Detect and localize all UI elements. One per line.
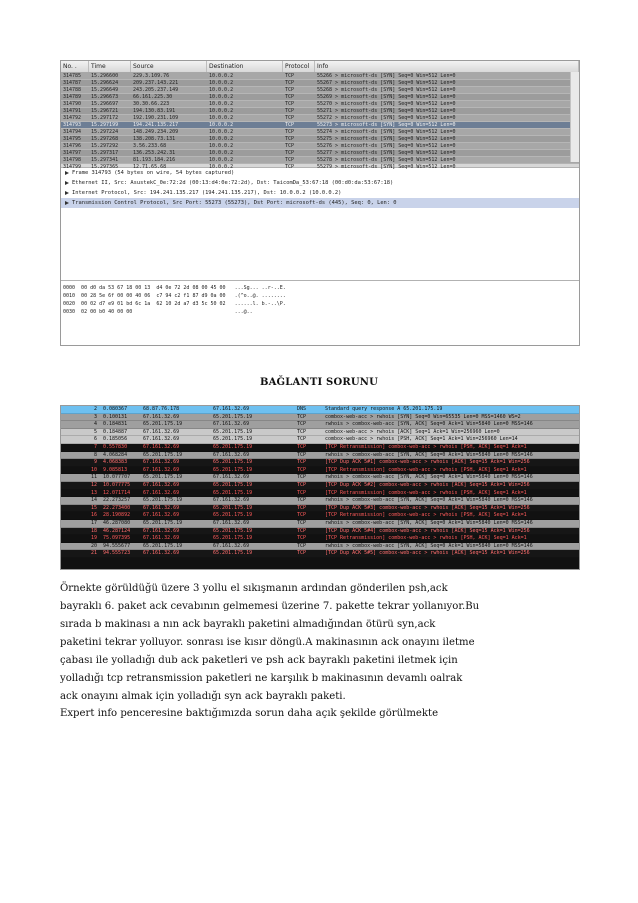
cell-protocol: TCP: [285, 108, 295, 114]
packet-row[interactable]: [61, 414, 579, 422]
hex-dump-line: 0010 00 28 5e 6f 00 00 40 06 c7 94 c2 f1 87 d9 0a 00 .(^o..@. ........: [63, 293, 286, 299]
cell-source: 67.161.32.69: [143, 527, 180, 534]
cell-time: 4.068383: [103, 459, 128, 466]
cell-info: 55276 > microsoft-ds [SYN] Seq=0 Win=512 Len=0: [317, 143, 456, 149]
cell-protocol: TCP: [285, 143, 295, 149]
cell-source: 243.205.237.149: [133, 87, 179, 93]
cell-info: [TCP Retransmission] combox-web-acc > rwhois [PSH, ACK] Seq=1 Ack=1: [325, 443, 527, 450]
cell-protocol: TCP: [285, 115, 295, 121]
packet-row[interactable]: [61, 406, 579, 414]
cell-time: 15.296600: [91, 73, 119, 79]
col-destination[interactable]: Destination: [207, 61, 283, 72]
cell-destination: 10.0.0.2: [209, 122, 234, 128]
cell-protocol: TCP: [297, 512, 307, 519]
hex-dump-line: 0020 00 02 d7 e9 01 bd 6c 1a 62 10 2d a7 d3 5c 50 02 ......l. b.-..\P.: [63, 301, 286, 307]
cell-protocol: TCP: [285, 87, 295, 93]
cell-info: [TCP Dup ACK 5#1] combox-web-acc > rwhois [ACK] Seq=15 Ack=1 Win=256: [325, 459, 530, 466]
col-time[interactable]: Time: [89, 61, 131, 72]
cell-destination: 65.201.175.19: [213, 550, 253, 557]
cell-no: 314795: [63, 136, 82, 142]
cell-protocol: TCP: [297, 443, 307, 450]
packet-row[interactable]: [61, 543, 579, 551]
detail-text: Internet Protocol, Src: 194.241.135.217 (194.241.135.217), Dst: 10.0.0.2 (10.0.0.2): [72, 190, 342, 196]
cell-no: 314794: [63, 129, 82, 135]
cell-source: 67.161.32.69: [143, 489, 180, 496]
cell-destination: 10.0.0.2: [209, 108, 234, 114]
cell-destination: 67.161.32.69: [213, 451, 250, 458]
cell-protocol: TCP: [297, 428, 307, 435]
packet-row[interactable]: [61, 520, 579, 528]
packet-row[interactable]: [61, 452, 579, 460]
cell-time: 10.077775: [103, 481, 131, 488]
cell-info: [TCP Retransmission] combox-web-acc > rwhois [PSH, ACK] Seq=1 Ack=1: [325, 466, 527, 473]
cell-no: 9: [93, 459, 97, 466]
cell-time: 94.555723: [103, 550, 131, 557]
cell-source: 67.161.32.69: [143, 459, 180, 466]
cell-destination: 10.0.0.2: [209, 115, 234, 121]
cell-destination: 65.201.175.19: [213, 436, 253, 443]
packet-list: [61, 73, 579, 170]
cell-source: 66.161.225.30: [133, 94, 173, 100]
cell-destination: 67.161.32.69: [213, 497, 250, 504]
cell-no: 11: [90, 474, 97, 481]
capture-screenshot-1: [60, 60, 580, 346]
cell-source: 138.208.73.131: [133, 136, 176, 142]
cell-time: 15.296624: [91, 80, 119, 86]
packet-row[interactable]: [61, 436, 579, 444]
packet-row[interactable]: [61, 482, 579, 490]
packet-row[interactable]: [61, 143, 579, 150]
cell-destination: 67.161.32.69: [213, 406, 250, 412]
cell-time: 9.085813: [103, 466, 128, 473]
cell-info: [TCP Retransmission] combox-web-acc > rwhois [PSH, ACK] Seq=1 Ack=1: [325, 512, 527, 519]
cell-info: 55278 > microsoft-ds [SYN] Seq=0 Win=512 Len=0: [317, 157, 456, 163]
cell-destination: 67.161.32.69: [213, 421, 250, 428]
packet-list-scrollbar[interactable]: [570, 72, 579, 162]
cell-time: 0.080367: [103, 406, 128, 412]
cell-destination: 10.0.0.2: [209, 164, 234, 170]
expand-arrow-icon[interactable]: [65, 201, 69, 205]
cell-source: 12.71.65.68: [133, 164, 167, 170]
cell-time: 0.184887: [103, 428, 128, 435]
cell-no: 8: [93, 451, 97, 458]
cell-info: 55277 > microsoft-ds [SYN] Seq=0 Win=512 Len=0: [317, 150, 456, 156]
cell-info: 55271 > microsoft-ds [SYN] Seq=0 Win=512 Len=0: [317, 108, 456, 114]
cell-info: [TCP Dup ACK 5#3] combox-web-acc > rwhois [ACK] Seq=15 Ack=1 Win=256: [325, 504, 530, 511]
cell-protocol: TCP: [297, 504, 307, 511]
cell-destination: 65.201.175.19: [213, 504, 253, 511]
cell-time: 46.287124: [103, 527, 131, 534]
cell-no: 314797: [63, 150, 82, 156]
cell-no: 314799: [63, 164, 82, 170]
cell-destination: 10.0.0.2: [209, 87, 234, 93]
cell-time: 15.297317: [91, 150, 119, 156]
cell-info: [TCP Dup ACK 5#2] combox-web-acc > rwhois [ACK] Seq=15 Ack=1 Win=256: [325, 481, 530, 488]
cell-destination: 65.201.175.19: [213, 512, 253, 519]
cell-destination: 67.161.32.69: [213, 519, 250, 526]
cell-source: 67.161.32.69: [143, 512, 180, 519]
cell-source: 136.253.242.31: [133, 150, 176, 156]
packet-row[interactable]: [61, 528, 579, 536]
packet-row[interactable]: [61, 474, 579, 482]
packet-row[interactable]: [61, 512, 579, 520]
cell-no: 314791: [63, 108, 82, 114]
cell-no: 14: [90, 497, 97, 504]
cell-time: 75.097395: [103, 535, 131, 542]
cell-no: 2: [93, 406, 97, 412]
cell-destination: 10.0.0.2: [209, 94, 234, 100]
cell-time: 15.296721: [91, 108, 119, 114]
packet-row[interactable]: [61, 429, 579, 437]
cell-protocol: TCP: [285, 150, 295, 156]
cell-destination: 65.201.175.19: [213, 466, 253, 473]
cell-no: 21: [90, 550, 97, 557]
cell-source: 67.161.32.69: [143, 413, 180, 420]
explanation-paragraph: Örnekte görüldüğü üzere 3 yollu el sıkışmanın ardından gönderilen psh,ack bayraklı 6. paket ack cevabının gelmemesi üzerine 7. pakette tekrar yollanıyor.Bu sırada b makinası a nın ack bayraklı paketini almadığından ötürü syn,ack paketini tekrar yolluyor. sonrası ise kısır döngü.A makinasının ack onayını iletme çabası ile yolladığı dub ack paketleri ve psh ack bayraklı paketini iletmek için yolladığı tcp retransmission paketleri ne karşılık b makinasının devamlı oalrak ack onayını almak için yolladığı syn ack bayraklı paketi.: [60, 583, 480, 702]
cell-source: 148.249.234.209: [133, 129, 179, 135]
packet-row[interactable]: [61, 421, 579, 429]
cell-time: 15.297365: [91, 164, 119, 170]
cell-info: rwhois > combox-web-acc [SYN, ACK] Seq=0 Ack=1 Win=5840 Len=0 MSS=146: [325, 421, 533, 428]
cell-info: [TCP Retransmission] combox-web-acc > rwhois [PSH, ACK] Seq=1 Ack=1: [325, 489, 527, 496]
cell-time: 0.184831: [103, 421, 128, 428]
cell-destination: 65.201.175.19: [213, 459, 253, 466]
cell-time: 0.100131: [103, 413, 128, 420]
cell-protocol: TCP: [297, 489, 307, 496]
cell-info: [TCP Retransmission] combox-web-acc > rwhois [PSH, ACK] Seq=1 Ack=1: [325, 535, 527, 542]
cell-protocol: TCP: [285, 157, 295, 163]
packet-row[interactable]: [61, 87, 579, 94]
cell-destination: 65.201.175.19: [213, 428, 253, 435]
cell-source: 65.201.175.19: [143, 497, 183, 504]
cell-destination: 65.201.175.19: [213, 527, 253, 534]
cell-protocol: TCP: [297, 481, 307, 488]
packet-row[interactable]: [61, 444, 579, 452]
cell-source: 65.201.175.19: [143, 542, 183, 549]
cell-source: 3.56.233.68: [133, 143, 167, 149]
cell-protocol: TCP: [297, 542, 307, 549]
cell-info: 55266 > microsoft-ds [SYN] Seq=0 Win=512 Len=0: [317, 73, 456, 79]
cell-info: Standard query response A 65.201.175.19: [325, 406, 443, 412]
cell-no: 3: [93, 413, 97, 420]
packet-row[interactable]: [61, 490, 579, 498]
packet-row[interactable]: [61, 467, 579, 475]
cell-time: 22.273400: [103, 504, 131, 511]
cell-protocol: TCP: [285, 129, 295, 135]
cell-source: 229.3.109.76: [133, 73, 170, 79]
cell-time: 4.068284: [103, 451, 128, 458]
cell-no: 19: [90, 535, 97, 542]
detail-tree-item[interactable]: [61, 178, 579, 188]
packet-row[interactable]: [61, 459, 579, 467]
cell-destination: 67.161.32.69: [213, 474, 250, 481]
cell-time: 15.297341: [91, 157, 119, 163]
cell-info: 55274 > microsoft-ds [SYN] Seq=0 Win=512 Len=0: [317, 129, 456, 135]
cell-info: [TCP Dup ACK 5#5] combox-web-acc > rwhois [ACK] Seq=15 Ack=1 Win=256: [325, 550, 530, 557]
cell-protocol: TCP: [285, 101, 295, 107]
packet-row[interactable]: [61, 94, 579, 101]
cell-info: 55270 > microsoft-ds [SYN] Seq=0 Win=512 Len=0: [317, 101, 456, 107]
cell-source: 67.161.32.69: [143, 535, 180, 542]
cell-time: 15.296673: [91, 94, 119, 100]
col-info[interactable]: Info: [315, 61, 579, 72]
cell-info: 55279 > microsoft-ds [SYN] Seq=0 Win=512 Len=0: [317, 164, 456, 170]
cell-time: 22.273257: [103, 497, 131, 504]
cell-info: 55267 > microsoft-ds [SYN] Seq=0 Win=512 Len=0: [317, 80, 456, 86]
cell-protocol: TCP: [297, 421, 307, 428]
packet-row[interactable]: [61, 115, 579, 122]
cell-protocol: TCP: [297, 527, 307, 534]
packet-row[interactable]: [61, 129, 579, 136]
cell-protocol: TCP: [285, 73, 295, 79]
cell-time: 0.557830: [103, 443, 128, 450]
cell-no: 314790: [63, 101, 82, 107]
cell-destination: 65.201.175.19: [213, 489, 253, 496]
cell-destination: 10.0.0.2: [209, 157, 234, 163]
packet-row[interactable]: [61, 157, 579, 164]
cell-destination: 65.201.175.19: [213, 535, 253, 542]
cell-no: 314793: [63, 122, 82, 128]
cell-no: 314796: [63, 143, 82, 149]
expand-arrow-icon[interactable]: [65, 191, 69, 195]
cell-info: rwhois > combox-web-acc [SYN, ACK] Seq=0 Ack=1 Win=5840 Len=0 MSS=146: [325, 497, 533, 504]
cell-no: 18: [90, 527, 97, 534]
cell-protocol: TCP: [297, 535, 307, 542]
cell-protocol: TCP: [297, 436, 307, 443]
cell-source: 65.201.175.19: [143, 451, 183, 458]
cell-no: 16: [90, 512, 97, 519]
cell-source: 67.161.32.69: [143, 481, 180, 488]
cell-source: 192.190.231.109: [133, 115, 179, 121]
cell-source: 30.30.66.223: [133, 101, 170, 107]
cell-protocol: TCP: [285, 94, 295, 100]
cell-time: 46.287080: [103, 519, 131, 526]
col-no[interactable]: No. .: [61, 61, 89, 72]
cell-destination: 10.0.0.2: [209, 101, 234, 107]
cell-destination: 65.201.175.19: [213, 443, 253, 450]
cell-no: 20: [90, 542, 97, 549]
expand-arrow-icon[interactable]: [65, 171, 69, 175]
cell-info: combox-web-acc > rwhois [ACK] Seq=1 Ack=1 Win=256960 Len=0: [325, 428, 500, 435]
cell-no: 7: [93, 443, 97, 450]
cell-no: 314785: [63, 73, 82, 79]
cell-source: 65.201.175.19: [143, 519, 183, 526]
cell-source: 67.161.32.69: [143, 436, 180, 443]
detail-text: Transmission Control Protocol, Src Port: 55273 (55273), Dst Port: microsoft-ds (445), Seq: 0, Len: 0: [72, 200, 397, 206]
packet-row[interactable]: [61, 497, 579, 505]
cell-protocol: TCP: [285, 136, 295, 142]
cell-no: 10: [90, 466, 97, 473]
cell-info: 55268 > microsoft-ds [SYN] Seq=0 Win=512 Len=0: [317, 87, 456, 93]
cell-destination: 10.0.0.2: [209, 80, 234, 86]
cell-time: 15.297292: [91, 143, 119, 149]
cell-time: 15.296697: [91, 101, 119, 107]
packet-bytes-pane: [61, 281, 579, 316]
cell-source: 65.201.175.19: [143, 421, 183, 428]
detail-text: Ethernet II, Src: AsustekC_0e:72:2d (00:13:d4:0e:72:2d), Dst: TaicomDa_53:67:18 (00:d0:da:53:67:18): [72, 180, 394, 186]
cell-destination: 10.0.0.2: [209, 143, 234, 149]
cell-destination: 10.0.0.2: [209, 73, 234, 79]
cell-protocol: TCP: [297, 466, 307, 473]
cell-info: combox-web-acc > rwhois [SYN] Seq=0 Win=65535 Len=0 MSS=1460 WS=2: [325, 413, 521, 420]
cell-no: 314787: [63, 80, 82, 86]
packet-row[interactable]: [61, 505, 579, 513]
cell-destination: 67.161.32.69: [213, 542, 250, 549]
cell-info: 55272 > microsoft-ds [SYN] Seq=0 Win=512 Len=0: [317, 115, 456, 121]
hex-dump-line: 0000 00 d0 da 53 67 18 00 13 d4 0e 72 2d 08 00 45 00 ...Sg... ..r-..E.: [63, 285, 286, 291]
cell-source: 65.201.175.19: [143, 474, 183, 481]
cell-destination: 65.201.175.19: [213, 413, 253, 420]
section-heading: BAĞLANTI SORUNU: [259, 377, 379, 388]
cell-info: combox-web-acc > rwhois [PSH, ACK] Seq=1 Ack=1 Win=256960 Len=14: [325, 436, 518, 443]
cell-no: 314798: [63, 157, 82, 163]
detail-tree-item[interactable]: [61, 188, 579, 198]
capture-screenshot-2: [60, 405, 580, 570]
cell-protocol: TCP: [297, 413, 307, 420]
cell-time: 0.185056: [103, 436, 128, 443]
detail-text: Frame 314793 (54 bytes on wire, 54 bytes captured): [72, 170, 235, 176]
packet-row[interactable]: [61, 80, 579, 87]
cell-source: 67.161.32.69: [143, 428, 180, 435]
detail-tree-item[interactable]: [61, 198, 579, 208]
cell-protocol: TCP: [297, 474, 307, 481]
cell-source: 194.130.83.191: [133, 108, 176, 114]
packet-details-pane: [61, 168, 579, 281]
cell-protocol: TCP: [297, 451, 307, 458]
cell-info: 55275 > microsoft-ds [SYN] Seq=0 Win=512 Len=0: [317, 136, 456, 142]
cell-time: 94.555677: [103, 542, 131, 549]
hex-dump-line: 0030 02 00 b0 40 00 00 ...@..: [63, 309, 253, 315]
packet-row[interactable]: [61, 136, 579, 143]
packet-row[interactable]: [61, 550, 579, 558]
cell-protocol: TCP: [285, 122, 295, 128]
cell-destination: 10.0.0.2: [209, 129, 234, 135]
expand-arrow-icon[interactable]: [65, 181, 69, 185]
cell-no: 4: [93, 421, 97, 428]
cell-source: 209.237.143.221: [133, 80, 179, 86]
packet-row[interactable]: [61, 122, 579, 129]
cell-no: 314789: [63, 94, 82, 100]
packet-row[interactable]: [61, 101, 579, 108]
cell-source: 67.161.32.69: [143, 443, 180, 450]
cell-no: 5: [93, 428, 97, 435]
cell-time: 12.071714: [103, 489, 131, 496]
cell-protocol: TCP: [285, 164, 295, 170]
cell-protocol: TCP: [285, 80, 295, 86]
cell-time: 15.297172: [91, 115, 119, 121]
cell-destination: 65.201.175.19: [213, 481, 253, 488]
cell-no: 13: [90, 489, 97, 496]
expert-info-paragraph: Expert info penceresine baktığımızda sorun daha açık şekilde görülmekte: [60, 708, 439, 719]
cell-source: 67.161.32.69: [143, 466, 180, 473]
cell-no: 314788: [63, 87, 82, 93]
cell-info: [TCP Dup ACK 5#4] combox-web-acc > rwhois [ACK] Seq=15 Ack=1 Win=256: [325, 527, 530, 534]
packet-row[interactable]: [61, 535, 579, 543]
packet-row[interactable]: [61, 108, 579, 115]
cell-time: 15.296649: [91, 87, 119, 93]
cell-no: 12: [90, 481, 97, 488]
cell-protocol: TCP: [297, 519, 307, 526]
cell-info: rwhois > combox-web-acc [SYN, ACK] Seq=0 Ack=1 Win=5840 Len=0 MSS=146: [325, 474, 533, 481]
col-source[interactable]: Source: [131, 61, 207, 72]
cell-protocol: TCP: [297, 497, 307, 504]
cell-info: 55269 > microsoft-ds [SYN] Seq=0 Win=512 Len=0: [317, 94, 456, 100]
cell-destination: 10.0.0.2: [209, 136, 234, 142]
cell-info: 55273 > microsoft-ds [SYN] Seq=0 Win=512 Len=0: [317, 122, 456, 128]
cell-info: rwhois > combox-web-acc [SYN, ACK] Seq=0 Ack=1 Win=5840 Len=0 MSS=146: [325, 519, 533, 526]
cell-source: 68.87.76.178: [143, 406, 180, 412]
packet-row[interactable]: [61, 150, 579, 157]
cell-source: 67.161.32.69: [143, 550, 180, 557]
cell-time: 15.297268: [91, 136, 119, 142]
cell-no: 314792: [63, 115, 82, 121]
packet-list-header: [61, 61, 579, 73]
cell-info: rwhois > combox-web-acc [SYN, ACK] Seq=0 Ack=1 Win=5840 Len=0 MSS=146: [325, 542, 533, 549]
col-protocol[interactable]: Protocol: [283, 61, 315, 72]
cell-time: 15.297199: [91, 122, 119, 128]
cell-source: 81.193.184.216: [133, 157, 176, 163]
cell-source: 67.161.32.69: [143, 504, 180, 511]
cell-info: rwhois > combox-web-acc [SYN, ACK] Seq=0 Ack=1 Win=5840 Len=0 MSS=146: [325, 451, 533, 458]
cell-protocol: TCP: [297, 550, 307, 557]
cell-protocol: DNS: [297, 406, 307, 412]
packet-row[interactable]: [61, 73, 579, 80]
cell-protocol: TCP: [297, 459, 307, 466]
cell-destination: 10.0.0.2: [209, 150, 234, 156]
cell-time: 15.297224: [91, 129, 119, 135]
cell-no: 17: [90, 519, 97, 526]
cell-no: 6: [93, 436, 97, 443]
cell-time: 10.077707: [103, 474, 131, 481]
cell-time: 28.190892: [103, 512, 131, 519]
cell-source: 194.241.135.217: [133, 122, 179, 128]
cell-no: 15: [90, 504, 97, 511]
